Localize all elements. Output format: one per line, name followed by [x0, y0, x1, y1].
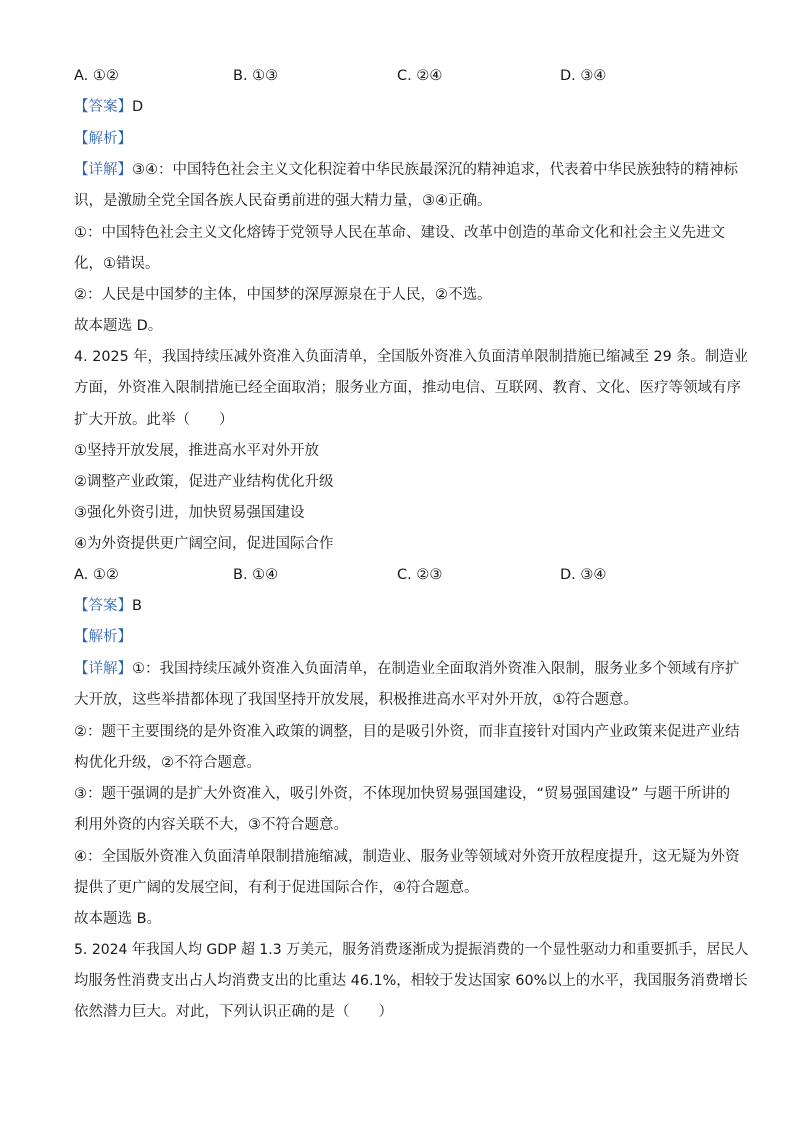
q3-detail-line: 化，①错误。: [74, 256, 160, 272]
q3-detail-line: [74, 160, 738, 180]
q3-detail-line: 识，是激励全党全国各族人民奋勇前进的强大精力量，③④正确。: [74, 193, 492, 209]
q4-detail-line: ③：题干强调的是扩大外资准入，吸引外资，不体现加快贸易强国建设，“贸易强国建设” 与题干所讲的: [74, 786, 731, 802]
q5-stem-line: 依然潜力巨大。对此，下列认识正确的是（ ）: [74, 1004, 393, 1020]
detail-tag: 【详解】: [74, 661, 132, 677]
q3-conclusion: 故本题选 D。: [74, 318, 163, 334]
q4-statement-3: ③强化外资引进，加快贸易强国建设: [74, 505, 305, 521]
q4-detail-line: 大开放，这些举措都体现了我国坚持开放发展，积极推进高水平对外开放，①符合题意。: [74, 692, 638, 708]
q4-option-d: D. ③④: [560, 567, 607, 583]
q5-stem-line: 5. 2024 年我国人均 GDP 超 1.3 万美元，服务消费逐渐成为提振消费的一个显性驱动力和重要抓手，居民人: [74, 942, 749, 958]
q3-option-b: B. ①③: [233, 68, 279, 84]
q3-option-c: C. ②④: [397, 68, 443, 84]
q4-statement-1: ①坚持开放发展，推进高水平对外开放: [74, 443, 319, 459]
q4-detail-line: 提供了更广阔的发展空间，有利于促进国际合作，④符合题意。: [74, 880, 479, 896]
q4-analysis-tag: 【解析】: [74, 629, 132, 645]
q5-stem-line: 均服务性消费支出占人均消费支出的比重达 46.1%，相较于发达国家 60%以上的水平，我国服务消费增长: [74, 973, 748, 989]
q4-stem-line: 4. 2025 年，我国持续压减外资准入负面清单，全国版外资准入负面清单限制措施已缩减至 29 条。制造业: [74, 349, 748, 365]
q4-option-a: A. ①②: [74, 567, 119, 583]
q3-detail-line: ①：中国特色社会主义文化熔铸于党领导人民在革命、建设、改革中创造的革命文化和社会主义先进文: [74, 225, 725, 241]
detail-text: ③④：中国特色社会主义文化积淀着中华民族最深沉的精神追求，代表着中华民族独特的精神标: [132, 162, 738, 178]
q4-detail-line: 构优化升级，②不符合题意。: [74, 755, 261, 771]
q4-answer: [74, 596, 142, 616]
q4-detail-line: ④：全国版外资准入负面清单限制措施缩减，制造业、服务业等领域对外资开放程度提升，这无疑为外资: [74, 849, 740, 865]
answer-tag: 【答案】: [74, 598, 132, 614]
answer-value: B: [132, 598, 142, 614]
q3-detail-line: ②：人民是中国梦的主体，中国梦的深厚源泉在于人民，②不选。: [74, 287, 492, 303]
detail-text: ①：我国持续压减外资准入负面清单，在制造业全面取消外资准入限制，服务业多个领域有序扩: [132, 661, 740, 677]
q3-option-a: A. ①②: [74, 68, 119, 84]
q4-statement-4: ④为外资提供更广阔空间，促进国际合作: [74, 536, 334, 552]
answer-value: D: [132, 99, 144, 115]
q4-conclusion: 故本题选 B。: [74, 911, 162, 927]
q4-stem-line: 扩大开放。此举（ ）: [74, 412, 234, 428]
q4-stem-line: 方面，外资准入限制措施已经全面取消；服务业方面，推动电信、互联网、教育、文化、医疗等领域有序: [74, 380, 741, 396]
q4-detail-line: ②：题干主要围绕的是外资准入政策的调整，目的是吸引外资，而非直接针对国内产业政策来促进产业结: [74, 724, 740, 740]
q3-option-d: D. ③④: [560, 68, 607, 84]
q4-detail-line: [74, 659, 740, 679]
q3-answer: [74, 97, 143, 117]
q3-analysis-tag: 【解析】: [74, 131, 132, 147]
answer-tag: 【答案】: [74, 99, 132, 115]
q4-statement-2: ②调整产业政策，促进产业结构优化升级: [74, 474, 334, 490]
q4-option-c: C. ②③: [397, 567, 443, 583]
q4-detail-line: 利用外资的内容关联不大，③不符合题意。: [74, 817, 348, 833]
q4-option-b: B. ①④: [233, 567, 279, 583]
detail-tag: 【详解】: [74, 162, 132, 178]
